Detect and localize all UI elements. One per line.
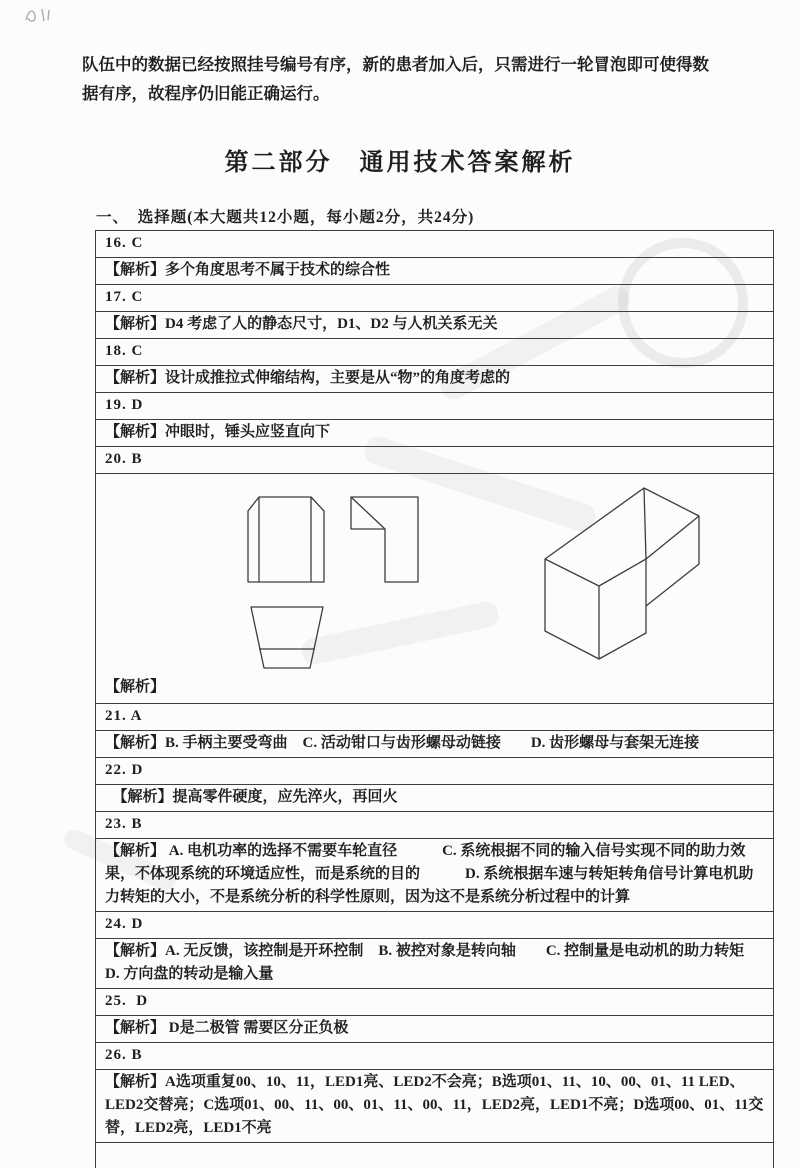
analysis-row: 【解析】B. 手柄主要受弯曲 C. 活动钳口与齿形螺母动链接 D. 齿形螺母与套架无连接 <box>96 731 773 758</box>
answer-rows-top <box>96 231 773 474</box>
analysis-label: 【解析】 <box>105 679 166 695</box>
answers-table <box>95 230 774 1168</box>
table-empty-row <box>96 1143 773 1168</box>
analysis-row: 【解析】多个角度思考不属于技术的综合性 <box>96 258 773 285</box>
answer-row: 16. C <box>96 231 773 258</box>
isometric-view-drawing <box>539 480 709 675</box>
analysis-row: 【解析】 A. 电机功率的选择不需要车轮直径 C. 系统根据不同的输入信号实现不同的助力效果，不体现系统的环境适应性，而是系统的目的 D. 系统根据车速与转矩转角信号计算电机助力转矩的大小，不是系统分析的科学性原则，因为这不是系统分析过程中的计算 <box>96 839 773 912</box>
analysis-row: 【解析】设计成推拉式伸缩结构，主要是从“物”的角度考虑的 <box>96 366 773 393</box>
pen-mark <box>22 4 56 26</box>
answer-row: 17. C <box>96 285 773 312</box>
analysis-row: 【解析】A选项重复00、10、11，LED1亮、LED2不会亮；B选项01、11、10、00、01、11 LED、LED2交替亮；C选项01、00、11、00、01、11、00、11，LED2亮，LED1不亮；D选项00、01、11交替，LED2亮，LED1不亮 <box>96 1070 773 1143</box>
answer-rows-bottom <box>96 704 773 1143</box>
answer-row: 22. D <box>96 758 773 785</box>
analysis-row: 【解析】冲眼时，锤头应竖直向下 <box>96 420 773 447</box>
answer-row: 25. D <box>96 989 773 1016</box>
top-view-drawing <box>250 606 324 670</box>
answer-row: 20. B <box>96 447 773 474</box>
analysis-row: 【解析】 D是二极管 需要区分正负极 <box>96 1016 773 1043</box>
answer-row: 21. A <box>96 704 773 731</box>
analysis-row: 【解析】A. 无反馈，该控制是开环控制 B. 被控对象是转向轴 C. 控制量是电动机的助力转矩 D. 方向盘的转动是输入量 <box>96 939 773 989</box>
answer-row: 24. D <box>96 912 773 939</box>
answer-row: 23. B <box>96 812 773 839</box>
question-20-figure-cell <box>96 474 773 704</box>
answer-row: 26. B <box>96 1043 773 1070</box>
front-view-drawing <box>246 496 326 584</box>
intro-paragraph: 队伍中的数据已经按照挂号编号有序，新的患者加入后，只需进行一轮冒泡即可使得数据有序，故程序仍旧能正确运行。 <box>82 55 709 103</box>
page-title: 第二部分 通用技术答案解析 <box>224 150 576 176</box>
analysis-row: 【解析】D4 考虑了人的静态尺寸，D1、D2 与人机关系无关 <box>96 312 773 339</box>
answer-row: 19. D <box>96 393 773 420</box>
side-view-drawing <box>350 496 420 584</box>
section-header: 一、 选择题(本大题共12小题，每小题2分，共24分) <box>96 209 475 226</box>
answer-row: 18. C <box>96 339 773 366</box>
analysis-row: 【解析】提高零件硬度，应先淬火，再回火 <box>96 785 773 812</box>
